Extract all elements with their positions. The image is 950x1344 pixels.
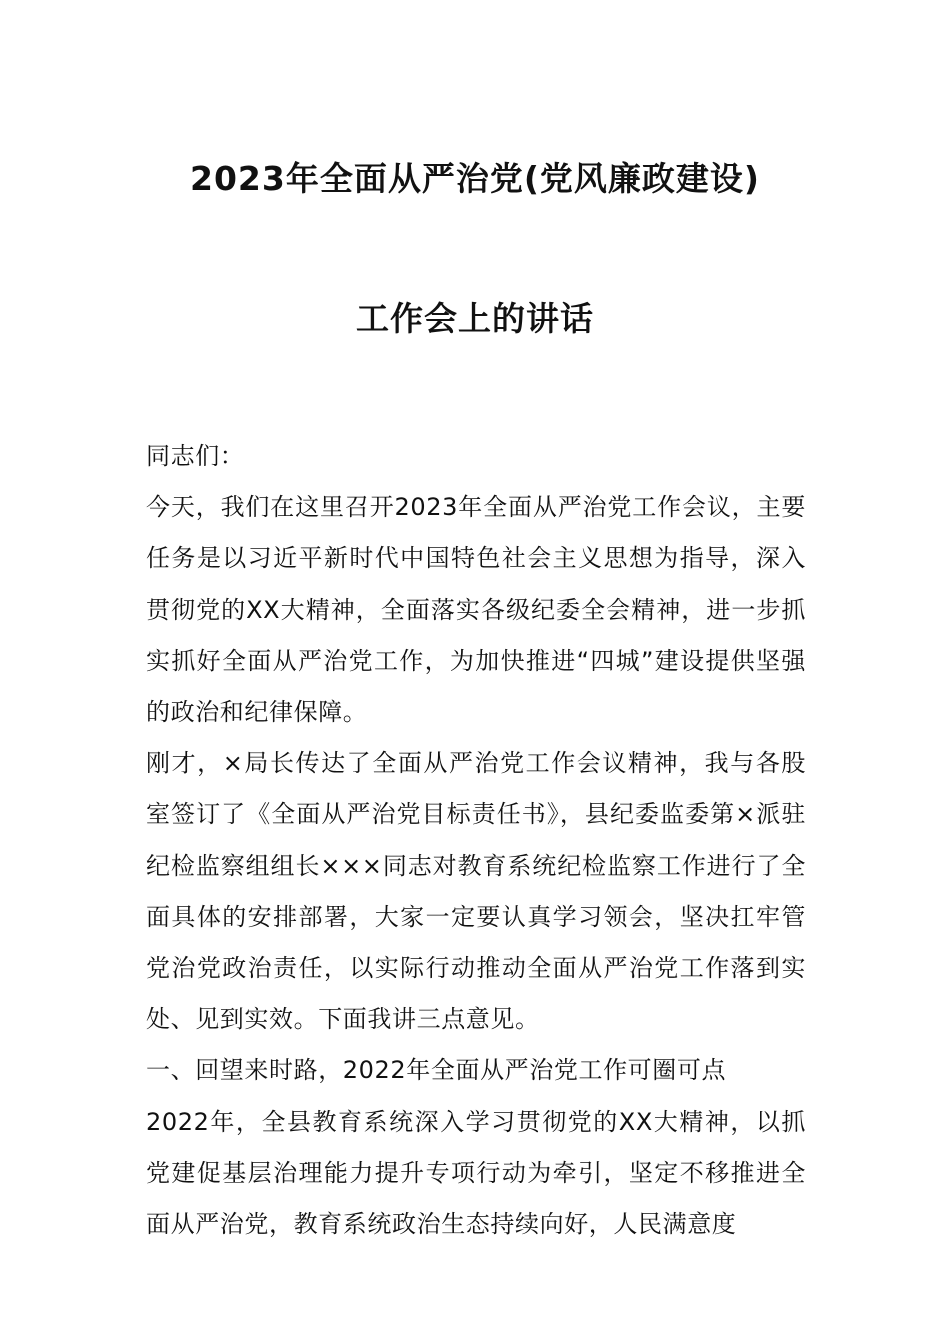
body-paragraph: 2022年，全县教育系统深入学习贯彻党的XX大精神，以抓党建促基层治理能力提升专项行动为牵引，坚定不移推进全面从严治党，教育系统政治生态持续向好，人民满意度	[146, 1107, 806, 1239]
document-title-line-2: 工作会上的讲话	[356, 299, 594, 338]
document-body	[146, 431, 806, 1250]
document-title-line-1: 2023年全面从严治党(党风廉政建设)	[189, 159, 760, 198]
section-heading: 一、回望来时路，2022年全面从严治党工作可圈可点	[146, 1056, 727, 1085]
salutation: 同志们：	[146, 442, 245, 470]
body-paragraph: 刚才，×局长传达了全面从严治党工作会议精神，我与各股室签订了《全面从严治党目标责任书》，县纪委监委第×派驻纪检监察组组长×××同志对教育系统纪检监察工作进行了全面具体的安排部署，大家一定要认真学习领会，坚决扛牢管党治党政治责任，以实际行动推动全面从严治党工作落到实处、见到实效。下面我讲三点意见。	[146, 749, 806, 1034]
body-paragraph: 今天，我们在这里召开2023年全面从严治党工作会议，主要任务是以习近平新时代中国特色社会主义思想为指导，深入贯彻党的XX大精神，全面落实各级纪委全会精神，进一步抓实抓好全面从严治党工作，为加快推进“四城”建设提供坚强的政治和纪律保障。	[146, 493, 806, 727]
